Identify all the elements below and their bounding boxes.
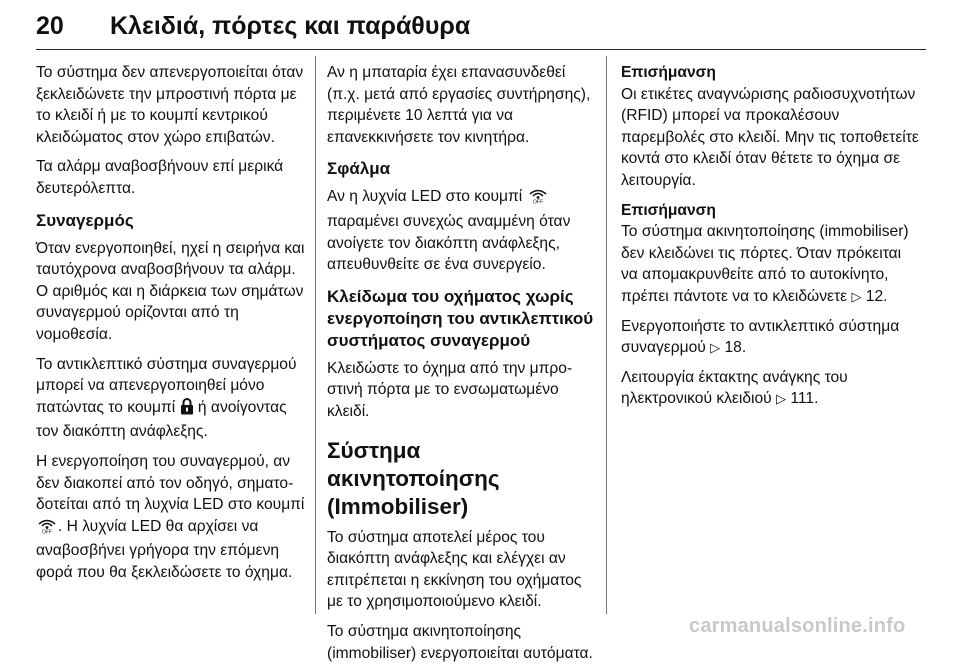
column-divider-1 <box>315 56 316 614</box>
running-title: Κλειδιά, πόρτες και παράθυρα <box>110 12 471 40</box>
paragraph: Κλειδώστε το όχημα από την μπροστινή πόρτα με το ενσωματωμένο κλειδί. <box>327 359 573 420</box>
paragraph: Όταν ενεργοποιηθεί, ηχεί η σειρήνα και ταυτόχρονα αναβοσβήνουν τα αλάρμ. Ο αριθμός και η διάρκεια των σημάτων συναγερμού ορίζονται από τη νομοθεσία. <box>36 239 305 343</box>
column-2 <box>327 62 599 672</box>
paragraph: Το σύστημα δεν απενεργοποιείται όταν ξεκλειδώνετε την μπροστινή πόρτα με το κλειδί ή με το κουμπί κεντρικού κλειδώματος στον χώρο επιβατών. <box>36 64 304 146</box>
page-reference-arrow-icon: ▷ <box>710 340 721 356</box>
padlock-icon <box>180 398 194 422</box>
page-reference-link[interactable]: 12. <box>865 287 888 305</box>
antitheft-led-icon <box>527 189 549 211</box>
note-immobiliser: Επισήμανση Το σύστημα ακινητοποίησης (immobiliser) δεν κλειδώνει τις πόρτες. Όταν πρόκειται να απομακρυνθείτε από το αυτοκίνητο, πρέπει πάντοτε να το κλειδώνετε ▷ 12. <box>621 200 921 308</box>
note-title: Επισήμανση <box>621 201 716 219</box>
paragraph: Ενεργοποιήστε το αντικλεπτικό σύστημα συναγερμού ▷ 18. <box>621 317 900 357</box>
paragraph: Τα αλάρμ αναβοσβήνουν επί μερικά δευτερόλεπτα. <box>36 158 284 197</box>
note-title: Επισήμανση <box>621 64 716 81</box>
page-reference-arrow-icon: ▷ <box>851 288 862 304</box>
page-header <box>36 8 926 48</box>
section-heading-fault: Σφάλμα <box>327 159 391 179</box>
column-1 <box>36 62 306 591</box>
antitheft-led-icon <box>36 519 58 541</box>
section-heading-immobiliser: Σύστημα ακινητοποίησης (Immobiliser) <box>327 437 500 519</box>
section-heading-lock-without-alarm: Κλείδωμα του οχήματος χωρίς ενεργοποίηση του αντικλεπτικού συστήματος συναγερμού <box>327 286 594 350</box>
page-reference-arrow-icon: ▷ <box>776 391 787 407</box>
page-reference-link[interactable]: 111. <box>790 390 819 408</box>
paragraph: Το σύστημα αποτελεί μέρος του διακόπτη ανάφλεξης και ελέγχει αν επιτρέπεται η εκκίνηση του οχήματος με το χρησιμοποιούμενο κλειδί. <box>327 528 582 611</box>
paragraph-emergency-key: Λειτουργία έκτακτης ανάγκης του ηλεκτρονικού κλειδιού ▷ 111. <box>621 368 848 408</box>
header-rule <box>36 49 926 50</box>
svg-text:OFF: OFF <box>532 199 543 205</box>
page-number: 20 <box>36 12 64 40</box>
note-rfid: Επισήμανση Οι ετικέτες αναγνώρισης ραδιοσυχνοτήτων (RFID) μπορεί να προκαλέσουν παρεμβολές στο κλειδί. Μην τις τοποθετείτε κοντά στο κλειδί όταν θέτετε το όχημα σε λειτουργία. <box>621 62 921 192</box>
svg-text:OFF: OFF <box>42 529 52 534</box>
paragraph: Το σύστημα ακινητοποίησης (immobiliser) ενεργοποιείται αυτόματα. <box>327 622 593 662</box>
watermark: carmanualsonline.info <box>689 615 906 637</box>
page-reference-link[interactable]: 18. <box>724 339 747 357</box>
column-divider-2 <box>606 56 607 614</box>
paragraph: Αν η μπαταρία έχει επανασυνδεθεί (π.χ. μετά από εργασίες συντήρησης), περιμένετε 10 λεπτά για να επανεκκινήσετε τον κινητήρα. <box>327 64 591 146</box>
section-heading-alarm: Συναγερμός <box>36 210 134 230</box>
paragraph: Το αντικλεπτικό σύστημα συναγερμού μπορεί να απενεργοποιηθεί μόνο πατώντας το κουμπί ή ανοίγοντας τον διακόπτη ανάφλεξης. <box>36 355 297 441</box>
paragraph: Η ενεργοποίηση του συναγερμού, αν δεν διακοπεί από τον οδηγό, σηματοδοτείται από τη λυχνία LED στο κουμπί OFF . Η λυχνία LED θα αρχίσει να αναβοσβήνει γρήγορα την επόμενη φορά που θα ξεκλειδώσετε το όχημα. <box>36 452 305 581</box>
column-3 <box>621 62 921 418</box>
paragraph: Αν η λυχνία LED στο κουμπί OFF παραμένει συνεχώς αναμμένη όταν ανοίγετε τον διακόπτη ανάφλεξης, απευθυνθείτε σε ένα συνεργείο. <box>327 188 571 274</box>
